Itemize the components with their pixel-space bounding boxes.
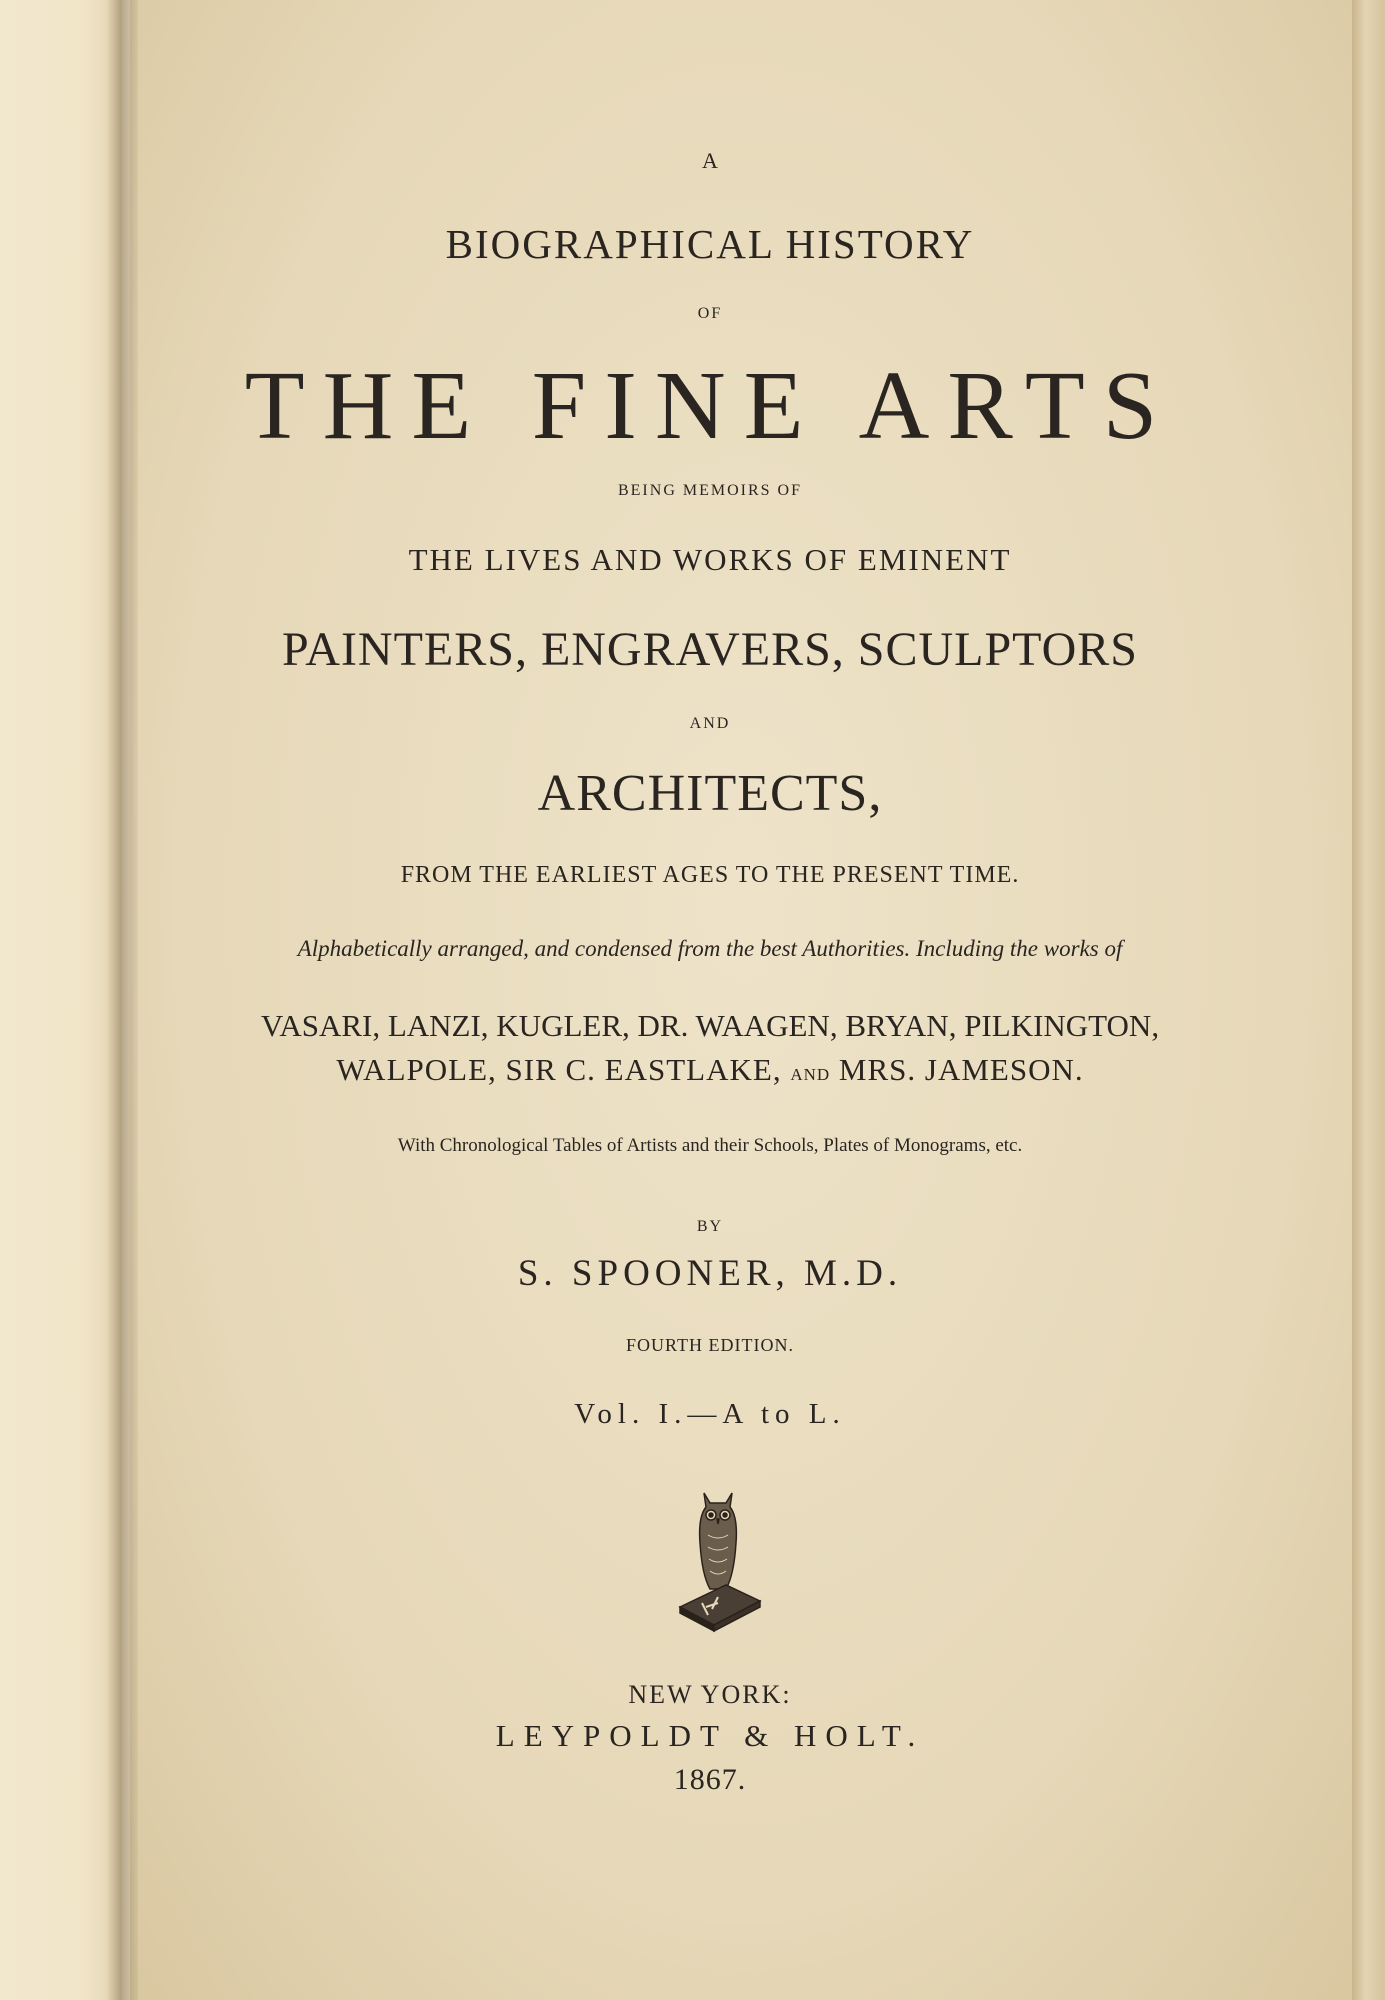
and-line: AND	[689, 715, 731, 732]
title-article: A	[702, 148, 718, 173]
by-line: BY	[696, 1218, 724, 1235]
lives-works-line: THE LIVES AND WORKS OF EMINENT	[408, 542, 1012, 577]
period-line: FROM THE EARLIEST AGES TO THE PRESENT TIME.	[400, 862, 1020, 888]
authorities-line-2	[130, 1052, 1290, 1088]
authorities-line-2-a: WALPOLE, SIR C. EASTLAKE,	[336, 1052, 782, 1087]
publisher-name: LEYPOLDT & HOLT.	[495, 1718, 925, 1753]
author-name: S. SPOONER, M.D.	[517, 1253, 903, 1294]
arrangement-line: Alphabetically arranged, and condensed from the best Authorities. Including the works of	[297, 936, 1123, 961]
publication-city: NEW YORK:	[628, 1680, 792, 1709]
facing-page	[0, 0, 122, 2000]
being-memoirs-line: BEING MEMOIRS OF	[617, 482, 802, 499]
authorities-line-2-b: MRS. JAMESON.	[838, 1052, 1084, 1087]
publication-year: 1867.	[673, 1763, 747, 1796]
contents-note: With Chronological Tables of Artists and their Schools, Plates of Monograms, etc.	[397, 1135, 1023, 1156]
volume-line: Vol. I.—A to L.	[574, 1398, 846, 1430]
main-title: THE FINE ARTS	[244, 352, 1176, 460]
title-of: OF	[697, 305, 723, 322]
page-edge	[1352, 0, 1385, 2000]
edition-line: FOURTH EDITION.	[626, 1335, 794, 1355]
authorities-and: AND	[790, 1065, 831, 1084]
authorities-line-1: VASARI, LANZI, KUGLER, DR. WAAGEN, BRYAN, PILKINGTON,	[260, 1008, 1160, 1043]
owl-printers-device-icon	[668, 1485, 768, 1635]
professions-line: PAINTERS, ENGRAVERS, SCULPTORS	[281, 623, 1138, 676]
architects-line: ARCHITECTS,	[537, 765, 883, 822]
title-line-biographical-history: BIOGRAPHICAL HISTORY	[445, 221, 975, 267]
